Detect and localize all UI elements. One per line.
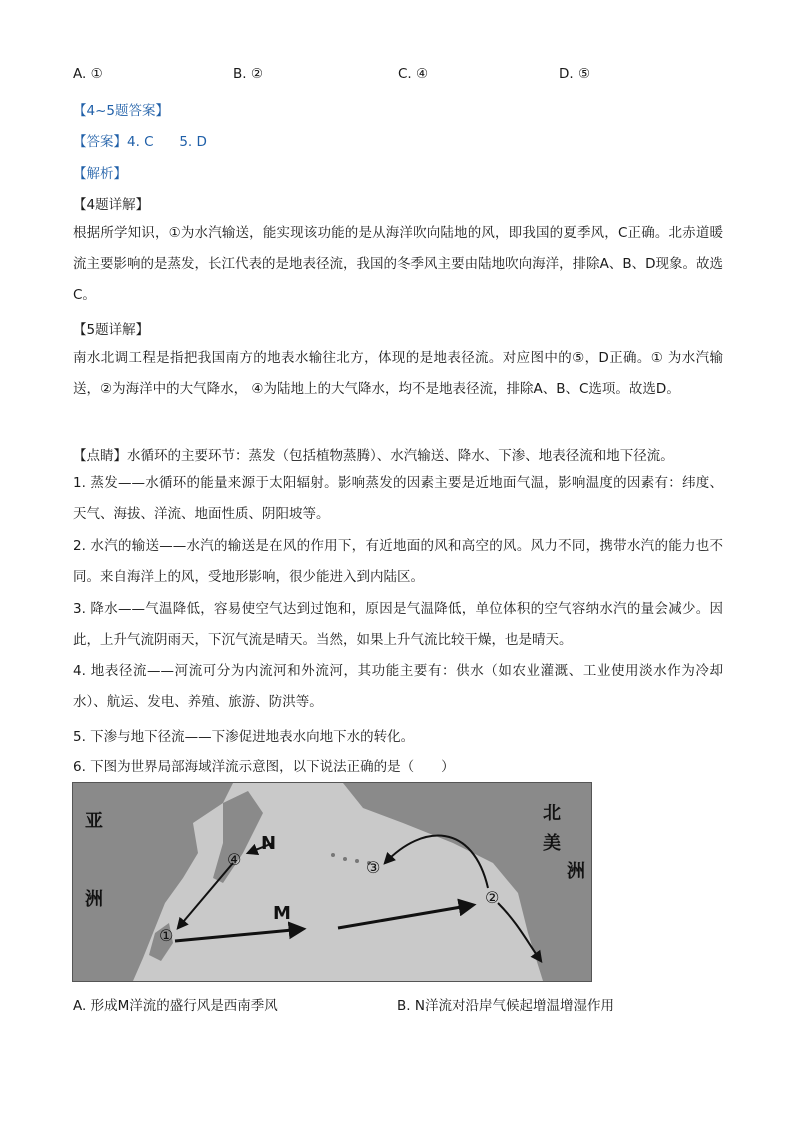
point-1: 1. 蒸发——水循环的能量来源于太阳辐射。影响蒸发的因素主要是近地面气温，影响温度的因素有：纬度、天气、海拔、洋流、地面性质、阴阳坡等。 xyxy=(73,475,723,522)
marker-2: ② xyxy=(485,888,500,907)
q5-detail-title: 【5题详解】 xyxy=(73,322,150,338)
label-na-3: 洲 xyxy=(567,861,585,882)
ocean-current-map xyxy=(72,782,592,982)
point-5: 5. 下渗与地下径流——下渗促进地表水向地下水的转化。 xyxy=(73,729,415,745)
point-3: 3. 降水——气温降低，容易使空气达到过饱和，原因是气温降低，单位体积的空气容纳水汽的量会减少。因此，上升气流阴雨天，下沉气流是晴天。当然，如果上升气流比较干燥，也是晴天。 xyxy=(73,601,723,648)
q4-detail-title: 【4题详解】 xyxy=(73,197,150,213)
label-na-1: 北 xyxy=(543,803,561,824)
answer-line: 【答案】4. C 5. D xyxy=(73,134,207,150)
point-2: 2. 水汽的输送——水汽的输送是在风的作用下，有近地面的风和高空的风。风力不同，携带水汽的能力也不同。来自海洋上的风，受地形影响，很少能进入到内陆区。 xyxy=(73,538,723,585)
label-n: N xyxy=(261,833,277,854)
marker-1: ① xyxy=(159,926,174,945)
option-d: D. ⑤ xyxy=(559,66,591,82)
option-a: A. ① xyxy=(73,66,103,82)
marker-3: ③ xyxy=(366,858,381,877)
label-asia-1: 亚 xyxy=(85,811,103,832)
q6-option-b: B. N洋流对沿岸气候起增温增湿作用 xyxy=(397,998,614,1014)
q6-stem: 6. 下图为世界局部海域洋流示意图，以下说法正确的是（ ） xyxy=(73,759,455,775)
q4-body: 根据所学知识，①为水汽输送，能实现该功能的是从海洋吹向陆地的风，即我国的夏季风，C正确。北赤道暖流主要影响的是蒸发，长江代表的是地表径流，我国的冬季风主要由陆地吹向海洋，排除A、B、D现象。故选C。 xyxy=(73,225,723,303)
section-title: 【4~5题答案】 xyxy=(73,103,169,119)
label-na-2: 美 xyxy=(543,833,561,854)
tip-line: 【点睛】水循环的主要环节：蒸发（包括植物蒸腾）、水汽输送、降水、下渗、地表径流和地下径流。 xyxy=(73,448,674,464)
analysis-label: 【解析】 xyxy=(73,166,127,182)
marker-4: ④ xyxy=(227,850,242,869)
point-4: 4. 地表径流——河流可分为内流河和外流河，其功能主要有：供水（如农业灌溉、工业使用淡水作为冷却水）、航运、发电、养殖、旅游、防洪等。 xyxy=(73,663,723,710)
q6-option-a: A. 形成M洋流的盛行风是西南季风 xyxy=(73,998,278,1014)
option-c: C. ④ xyxy=(398,66,429,82)
label-m: M xyxy=(273,903,291,924)
label-asia-2: 洲 xyxy=(85,889,103,910)
map-svg xyxy=(73,783,591,981)
q5-body: 南水北调工程是指把我国南方的地表水输往北方，体现的是地表径流。对应图中的⑤，D正确。① 为水汽输送，②为海洋中的大气降水， ④为陆地上的大气降水，均不是地表径流，排除A、B、C选项。故选D。 xyxy=(73,350,723,397)
option-b: B. ② xyxy=(233,66,263,82)
